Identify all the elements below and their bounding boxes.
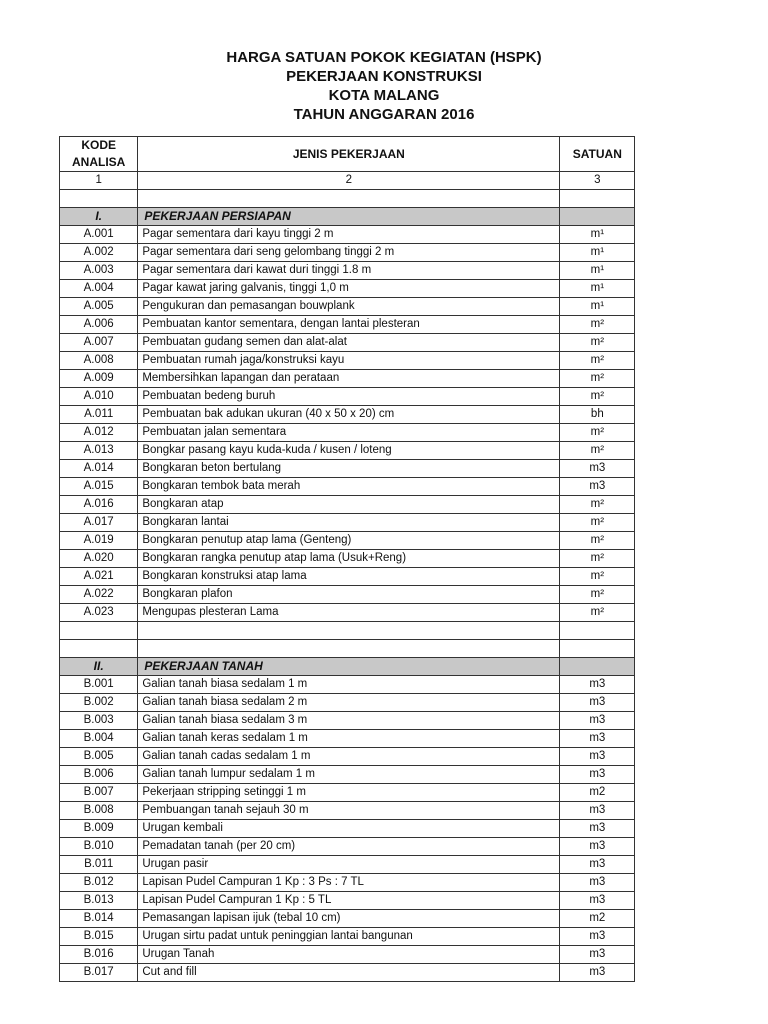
document-title (0, 48, 768, 124)
row-code: B.005 (60, 748, 138, 766)
table-row (60, 766, 635, 784)
row-unit: m3 (560, 964, 635, 982)
row-unit: m3 (560, 838, 635, 856)
row-description: Galian tanah biasa sedalam 3 m (138, 712, 560, 730)
row-code: B.015 (60, 928, 138, 946)
table-row (60, 316, 635, 334)
row-unit: m3 (560, 946, 635, 964)
row-description: Galian tanah keras sedalam 1 m (138, 730, 560, 748)
row-code: A.001 (60, 226, 138, 244)
row-description: Urugan sirtu padat untuk peninggian lantai bangunan (138, 928, 560, 946)
row-unit: m² (560, 316, 635, 334)
row-description: Bongkaran atap (138, 496, 560, 514)
hspk-table (59, 136, 635, 982)
row-code: A.015 (60, 478, 138, 496)
row-unit: m3 (560, 892, 635, 910)
row-code: B.013 (60, 892, 138, 910)
section-code: I. (60, 208, 138, 226)
row-description: Urugan kembali (138, 820, 560, 838)
row-unit: m¹ (560, 280, 635, 298)
table-row (60, 874, 635, 892)
row-description: Pembuatan rumah jaga/konstruksi kayu (138, 352, 560, 370)
table-row (60, 226, 635, 244)
row-code: B.001 (60, 676, 138, 694)
row-description: Pembuangan tanah sejauh 30 m (138, 802, 560, 820)
table-row (60, 910, 635, 928)
index-col-2: 2 (138, 172, 560, 190)
row-code: B.012 (60, 874, 138, 892)
row-description: Bongkaran beton bertulang (138, 460, 560, 478)
row-unit: m¹ (560, 262, 635, 280)
section-title: PEKERJAAN PERSIAPAN (138, 208, 560, 226)
row-code: A.011 (60, 406, 138, 424)
row-code: A.017 (60, 514, 138, 532)
row-unit: m² (560, 334, 635, 352)
table-row (60, 244, 635, 262)
header-satuan: SATUAN (560, 137, 635, 172)
table-row (60, 856, 635, 874)
row-description: Pekerjaan stripping setinggi 1 m (138, 784, 560, 802)
table-row (60, 478, 635, 496)
row-unit: m3 (560, 928, 635, 946)
table-row (60, 928, 635, 946)
row-unit: m2 (560, 910, 635, 928)
row-unit: m3 (560, 694, 635, 712)
row-unit: m² (560, 550, 635, 568)
table-row (60, 820, 635, 838)
blank-row (60, 622, 635, 640)
table-row (60, 514, 635, 532)
table-row (60, 730, 635, 748)
row-description: Pagar sementara dari kayu tinggi 2 m (138, 226, 560, 244)
row-code: A.014 (60, 460, 138, 478)
row-code: B.008 (60, 802, 138, 820)
table-row (60, 406, 635, 424)
row-code: A.016 (60, 496, 138, 514)
row-description: Mengupas plesteran Lama (138, 604, 560, 622)
title-line-3: KOTA MALANG (328, 87, 440, 104)
table-row (60, 892, 635, 910)
blank-row (60, 190, 635, 208)
row-unit: m² (560, 586, 635, 604)
row-code: B.006 (60, 766, 138, 784)
row-code: B.007 (60, 784, 138, 802)
row-unit: m2 (560, 784, 635, 802)
table-row (60, 838, 635, 856)
table-index-row (60, 172, 635, 190)
row-unit: m² (560, 388, 635, 406)
row-description: Bongkaran plafon (138, 586, 560, 604)
section-header-a (60, 208, 635, 226)
row-code: A.020 (60, 550, 138, 568)
row-description: Galian tanah biasa sedalam 1 m (138, 676, 560, 694)
row-unit: m3 (560, 460, 635, 478)
table-row (60, 964, 635, 982)
row-description: Bongkaran penutup atap lama (Genteng) (138, 532, 560, 550)
row-description: Bongkaran konstruksi atap lama (138, 568, 560, 586)
row-code: A.005 (60, 298, 138, 316)
row-unit: m3 (560, 856, 635, 874)
row-code: A.003 (60, 262, 138, 280)
table-row (60, 424, 635, 442)
header-kode-analisa: KODE ANALISA (60, 137, 138, 172)
index-col-3: 3 (560, 172, 635, 190)
row-unit: m² (560, 442, 635, 460)
row-code: B.011 (60, 856, 138, 874)
row-description: Bongkaran tembok bata merah (138, 478, 560, 496)
row-description: Pengukuran dan pemasangan bouwplank (138, 298, 560, 316)
row-description: Pembuatan jalan sementara (138, 424, 560, 442)
row-code: B.016 (60, 946, 138, 964)
row-description: Pemadatan tanah (per 20 cm) (138, 838, 560, 856)
table-row (60, 784, 635, 802)
row-unit: m3 (560, 676, 635, 694)
row-description: Pagar kawat jaring galvanis, tinggi 1,0 m (138, 280, 560, 298)
row-description: Pemasangan lapisan ijuk (tebal 10 cm) (138, 910, 560, 928)
row-code: A.008 (60, 352, 138, 370)
blank-row (60, 640, 635, 658)
section-code: II. (60, 658, 138, 676)
section-header-b (60, 658, 635, 676)
header-jenis-pekerjaan: JENIS PEKERJAAN (138, 137, 560, 172)
row-unit: m² (560, 604, 635, 622)
row-unit: m¹ (560, 226, 635, 244)
row-unit: m3 (560, 748, 635, 766)
table-header-row (60, 137, 635, 172)
row-description: Pagar sementara dari kawat duri tinggi 1.8 m (138, 262, 560, 280)
row-unit: m¹ (560, 298, 635, 316)
row-code: B.003 (60, 712, 138, 730)
row-code: A.010 (60, 388, 138, 406)
row-code: B.009 (60, 820, 138, 838)
row-code: A.019 (60, 532, 138, 550)
row-description: Membersihkan lapangan dan perataan (138, 370, 560, 388)
row-unit: bh (560, 406, 635, 424)
row-code: A.006 (60, 316, 138, 334)
section-title: PEKERJAAN TANAH (138, 658, 560, 676)
row-description: Pembuatan kantor sementara, dengan lantai plesteran (138, 316, 560, 334)
row-description: Bongkaran lantai (138, 514, 560, 532)
row-description: Bongkaran rangka penutup atap lama (Usuk+Reng) (138, 550, 560, 568)
row-code: A.007 (60, 334, 138, 352)
row-code: A.022 (60, 586, 138, 604)
row-code: A.023 (60, 604, 138, 622)
table-row (60, 712, 635, 730)
table-row (60, 442, 635, 460)
row-description: Lapisan Pudel Campuran 1 Kp : 5 TL (138, 892, 560, 910)
title-line-1: HARGA SATUAN POKOK KEGIATAN (HSPK) (226, 49, 542, 66)
table-row (60, 334, 635, 352)
table-row (60, 298, 635, 316)
row-code: A.004 (60, 280, 138, 298)
title-line-4: TAHUN ANGGARAN 2016 (293, 106, 475, 123)
row-code: A.012 (60, 424, 138, 442)
table-row (60, 262, 635, 280)
row-unit: m¹ (560, 244, 635, 262)
row-code: B.017 (60, 964, 138, 982)
row-code: A.002 (60, 244, 138, 262)
row-unit: m3 (560, 712, 635, 730)
row-description: Urugan pasir (138, 856, 560, 874)
row-code: B.014 (60, 910, 138, 928)
row-description: Lapisan Pudel Campuran 1 Kp : 3 Ps : 7 TL (138, 874, 560, 892)
table-row (60, 676, 635, 694)
table-row (60, 802, 635, 820)
row-unit: m² (560, 568, 635, 586)
row-code: B.002 (60, 694, 138, 712)
row-description: Cut and fill (138, 964, 560, 982)
row-unit: m² (560, 370, 635, 388)
table-row (60, 388, 635, 406)
table-row (60, 280, 635, 298)
row-unit: m² (560, 496, 635, 514)
table-row (60, 694, 635, 712)
row-description: Galian tanah lumpur sedalam 1 m (138, 766, 560, 784)
row-code: A.013 (60, 442, 138, 460)
row-description: Pembuatan gudang semen dan alat-alat (138, 334, 560, 352)
table-body (60, 190, 635, 982)
table-row (60, 604, 635, 622)
table-row (60, 550, 635, 568)
row-description: Galian tanah cadas sedalam 1 m (138, 748, 560, 766)
table-row (60, 586, 635, 604)
row-description: Bongkar pasang kayu kuda-kuda / kusen / loteng (138, 442, 560, 460)
row-description: Pagar sementara dari seng gelombang tinggi 2 m (138, 244, 560, 262)
row-unit: m3 (560, 478, 635, 496)
row-unit: m² (560, 532, 635, 550)
title-line-2: PEKERJAAN KONSTRUKSI (286, 68, 482, 85)
row-code: A.021 (60, 568, 138, 586)
row-description: Urugan Tanah (138, 946, 560, 964)
row-unit: m3 (560, 766, 635, 784)
row-description: Pembuatan bak adukan ukuran (40 x 50 x 20) cm (138, 406, 560, 424)
row-code: B.010 (60, 838, 138, 856)
table-row (60, 352, 635, 370)
row-unit: m² (560, 352, 635, 370)
index-col-1: 1 (60, 172, 138, 190)
row-code: A.009 (60, 370, 138, 388)
row-unit: m3 (560, 802, 635, 820)
row-unit: m3 (560, 820, 635, 838)
table-row (60, 532, 635, 550)
table-row (60, 460, 635, 478)
table-row (60, 568, 635, 586)
row-unit: m² (560, 514, 635, 532)
row-code: B.004 (60, 730, 138, 748)
table-row (60, 946, 635, 964)
table-row (60, 370, 635, 388)
row-description: Galian tanah biasa sedalam 2 m (138, 694, 560, 712)
row-unit: m3 (560, 874, 635, 892)
row-unit: m3 (560, 730, 635, 748)
row-unit: m² (560, 424, 635, 442)
table-row (60, 496, 635, 514)
row-description: Pembuatan bedeng buruh (138, 388, 560, 406)
table-row (60, 748, 635, 766)
